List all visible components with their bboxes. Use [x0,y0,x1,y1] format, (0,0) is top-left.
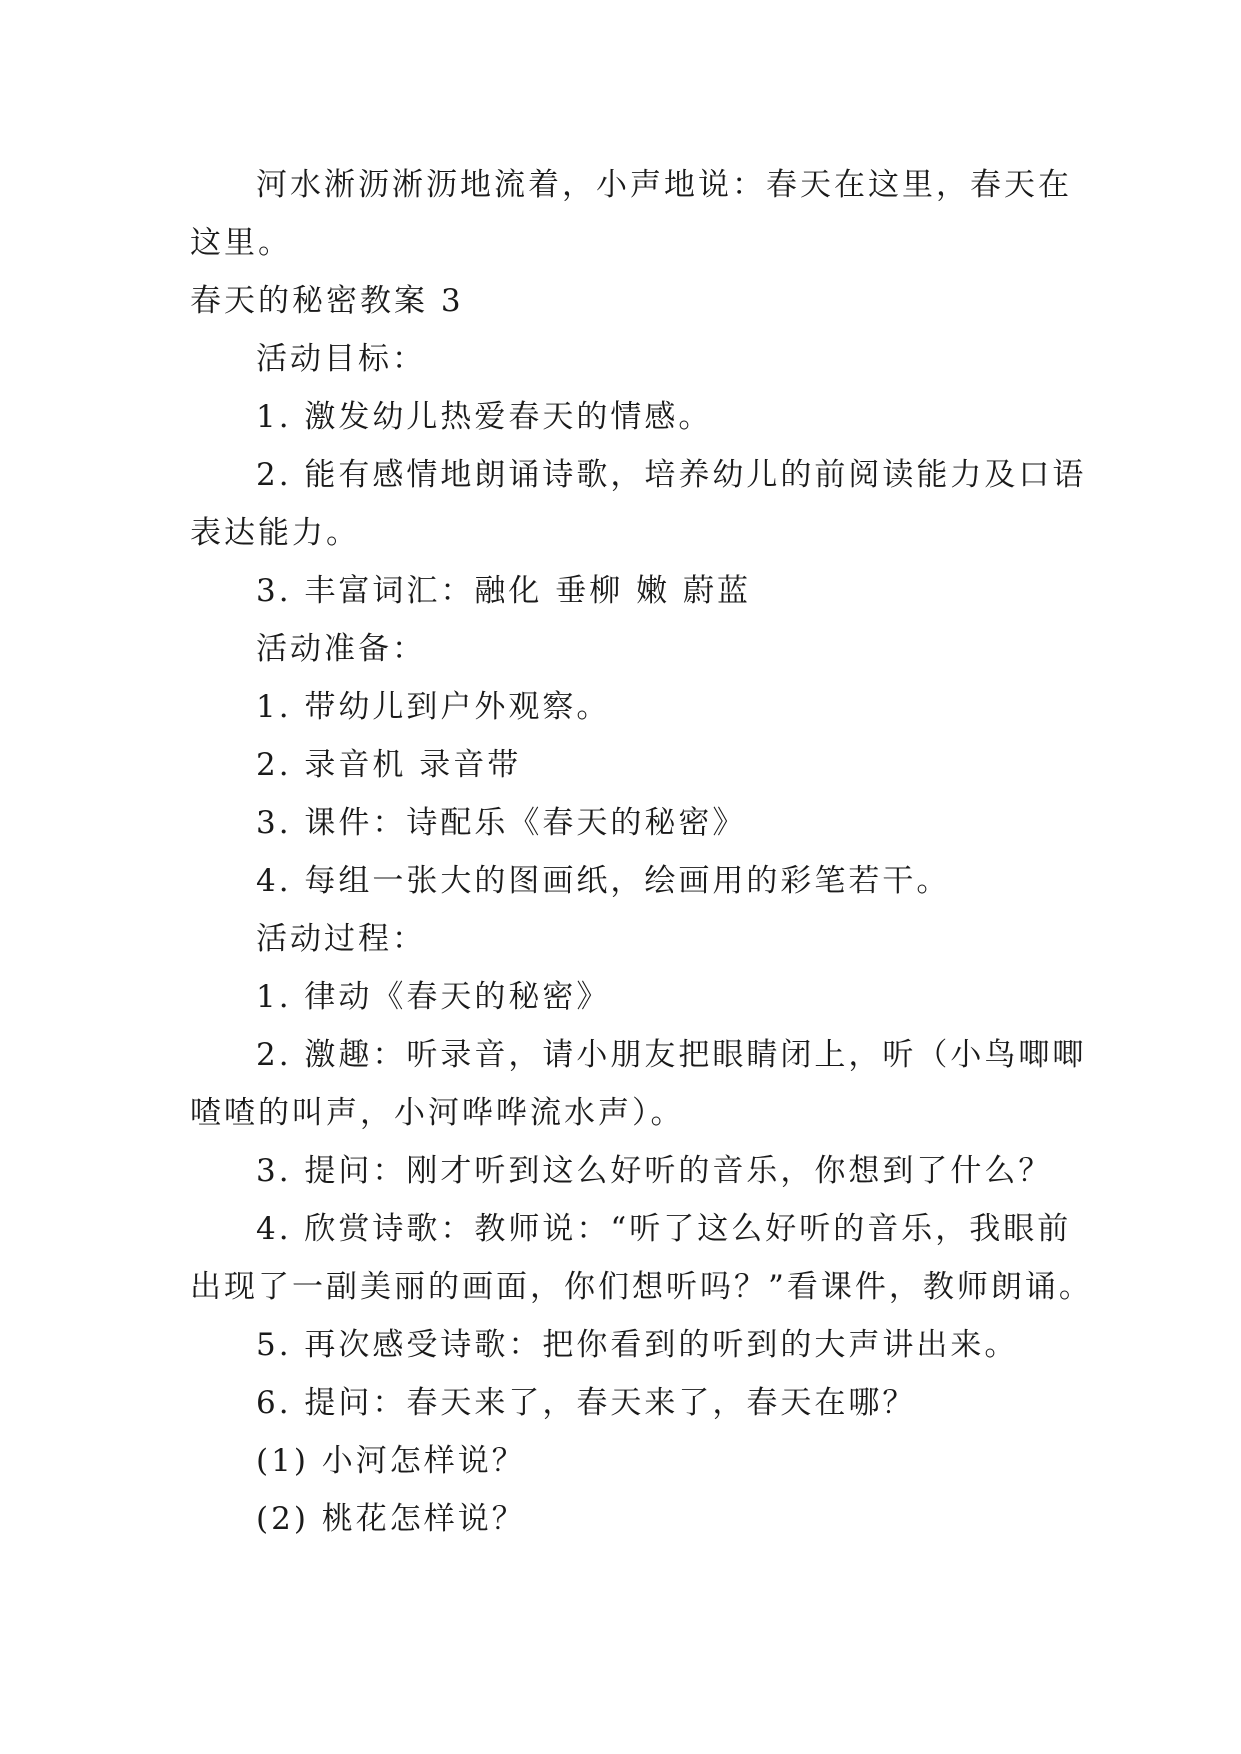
list-item: 2. 录音机 录音带 [256,747,522,783]
sub-list-item: (1) 小河怎样说？ [256,1443,526,1479]
subheading-preparation: 活动准备： [256,631,426,667]
list-item: 1. 律动《春天的秘密》 [256,979,611,1015]
list-item: 1. 激发幼儿热爱春天的情感。 [256,399,713,435]
paragraph-line: 出现了一副美丽的画面，你们想听吗？”看课件，教师朗诵。 [190,1269,1093,1305]
list-item: 4. 每组一张大的图画纸，绘画用的彩笔若干。 [256,863,951,899]
list-item: 3. 课件：诗配乐《春天的秘密》 [256,805,747,841]
paragraph-line: 喳喳的叫声，小河哗哗流水声）。 [190,1095,685,1131]
document-body [190,156,1093,1548]
subheading-process: 活动过程： [256,921,426,957]
paragraph-line: 表达能力。 [190,515,360,551]
paragraph-line: 这里。 [190,225,292,261]
list-item: 3. 丰富词汇：融化 垂柳 嫩 蔚蓝 [256,573,751,609]
list-item: 5. 再次感受诗歌：把你看到的听到的大声讲出来。 [256,1327,1019,1363]
list-item: 2. 激趣：听录音，请小朋友把眼睛闭上，听（小鸟唧唧 [256,1037,1087,1073]
sub-list-item: (2) 桃花怎样说？ [256,1501,526,1537]
list-item: 1. 带幼儿到户外观察。 [256,689,611,725]
list-item: 4. 欣赏诗歌：教师说：“听了这么好听的音乐，我眼前 [256,1211,1072,1247]
list-item: 6. 提问：春天来了，春天来了，春天在哪？ [256,1385,917,1421]
subheading-goals: 活动目标： [256,341,426,377]
paragraph-line: 河水淅沥淅沥地流着，小声地说：春天在这里，春天在 [256,167,1072,203]
list-item: 3. 提问：刚才听到这么好听的音乐，你想到了什么？ [256,1153,1053,1189]
list-item: 2. 能有感情地朗诵诗歌，培养幼儿的前阅读能力及口语 [256,457,1087,493]
section-heading: 春天的秘密教案 3 [190,283,464,319]
